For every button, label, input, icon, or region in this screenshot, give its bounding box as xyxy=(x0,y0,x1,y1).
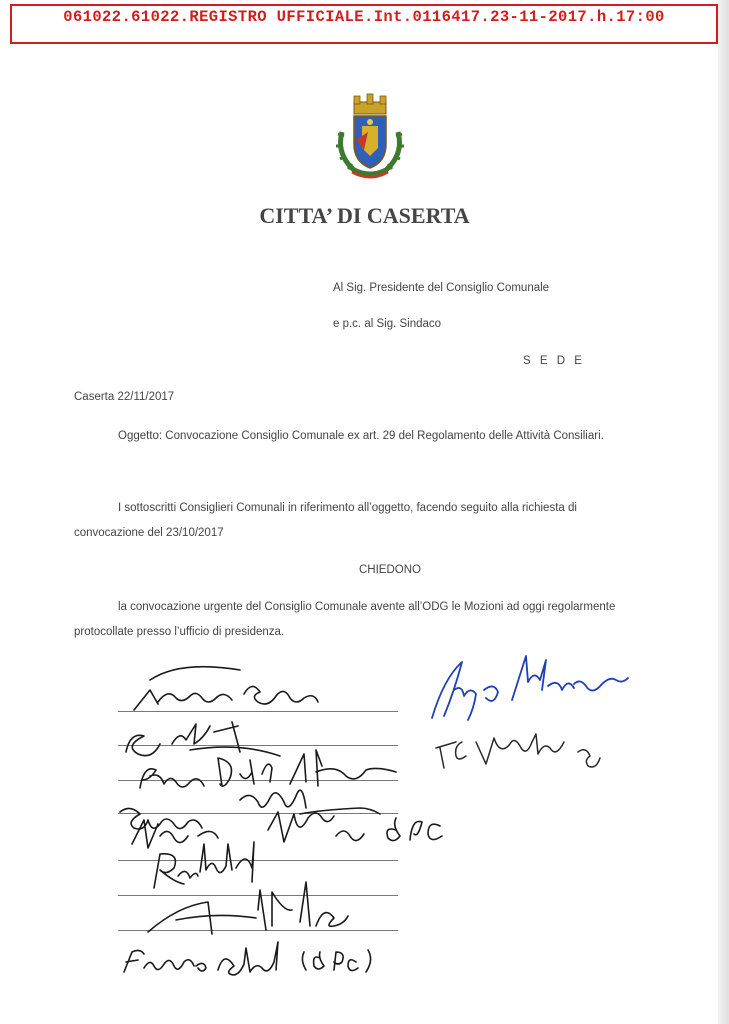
signature-cobianchi xyxy=(432,656,628,720)
request-heading: CHIEDONO xyxy=(359,564,421,576)
body-paragraph-2-line-1: la convocazione urgente del Consiglio Comunale avente all’ODG le Mozioni ad oggi regolarmente xyxy=(118,601,616,613)
addressee-president: Al Sig. Presidente del Consiglio Comunale xyxy=(333,282,550,294)
body-paragraph-1-line-1: I sottoscritti Consiglieri Comunali in riferimento all’oggetto, facendo seguito alla richiesta di xyxy=(118,502,577,514)
signature-vincenzo-bove xyxy=(134,667,318,710)
protocol-stamp: 061022.61022.REGISTRO UFFICIALE.Int.0116417.23-11-2017.h.17:00 xyxy=(10,4,718,44)
city-title: CITTA’ DI CASERTA xyxy=(259,203,470,228)
caserta-coat-of-arms-icon xyxy=(330,92,410,182)
signature-raffaele xyxy=(154,842,254,888)
signature-alessandro xyxy=(148,882,348,934)
place-date: Caserta 22/11/2017 xyxy=(74,391,175,403)
signature-alfonso-giordano xyxy=(126,722,280,756)
signature-delle-vitinetta xyxy=(140,750,396,788)
body-paragraph-1-line-2: convocazione del 23/10/2017 xyxy=(74,527,224,539)
signature-nazzaro xyxy=(132,812,442,848)
signature-francesco-apperti xyxy=(124,942,371,975)
signatures-block xyxy=(0,640,729,980)
subject-line: Oggetto: Convocazione Consiglio Comunale ex art. 29 del Regolamento delle Attività Consiliari. xyxy=(118,430,604,442)
body-paragraph-2-line-2: protocollate presso l’ufficio di presidenza. xyxy=(74,626,285,638)
signature-venditto xyxy=(436,734,600,768)
addressee-sede: S E D E xyxy=(523,355,585,367)
signature-cresciullo xyxy=(120,790,380,829)
addressee-mayor: e p.c. al Sig. Sindaco xyxy=(333,318,442,330)
